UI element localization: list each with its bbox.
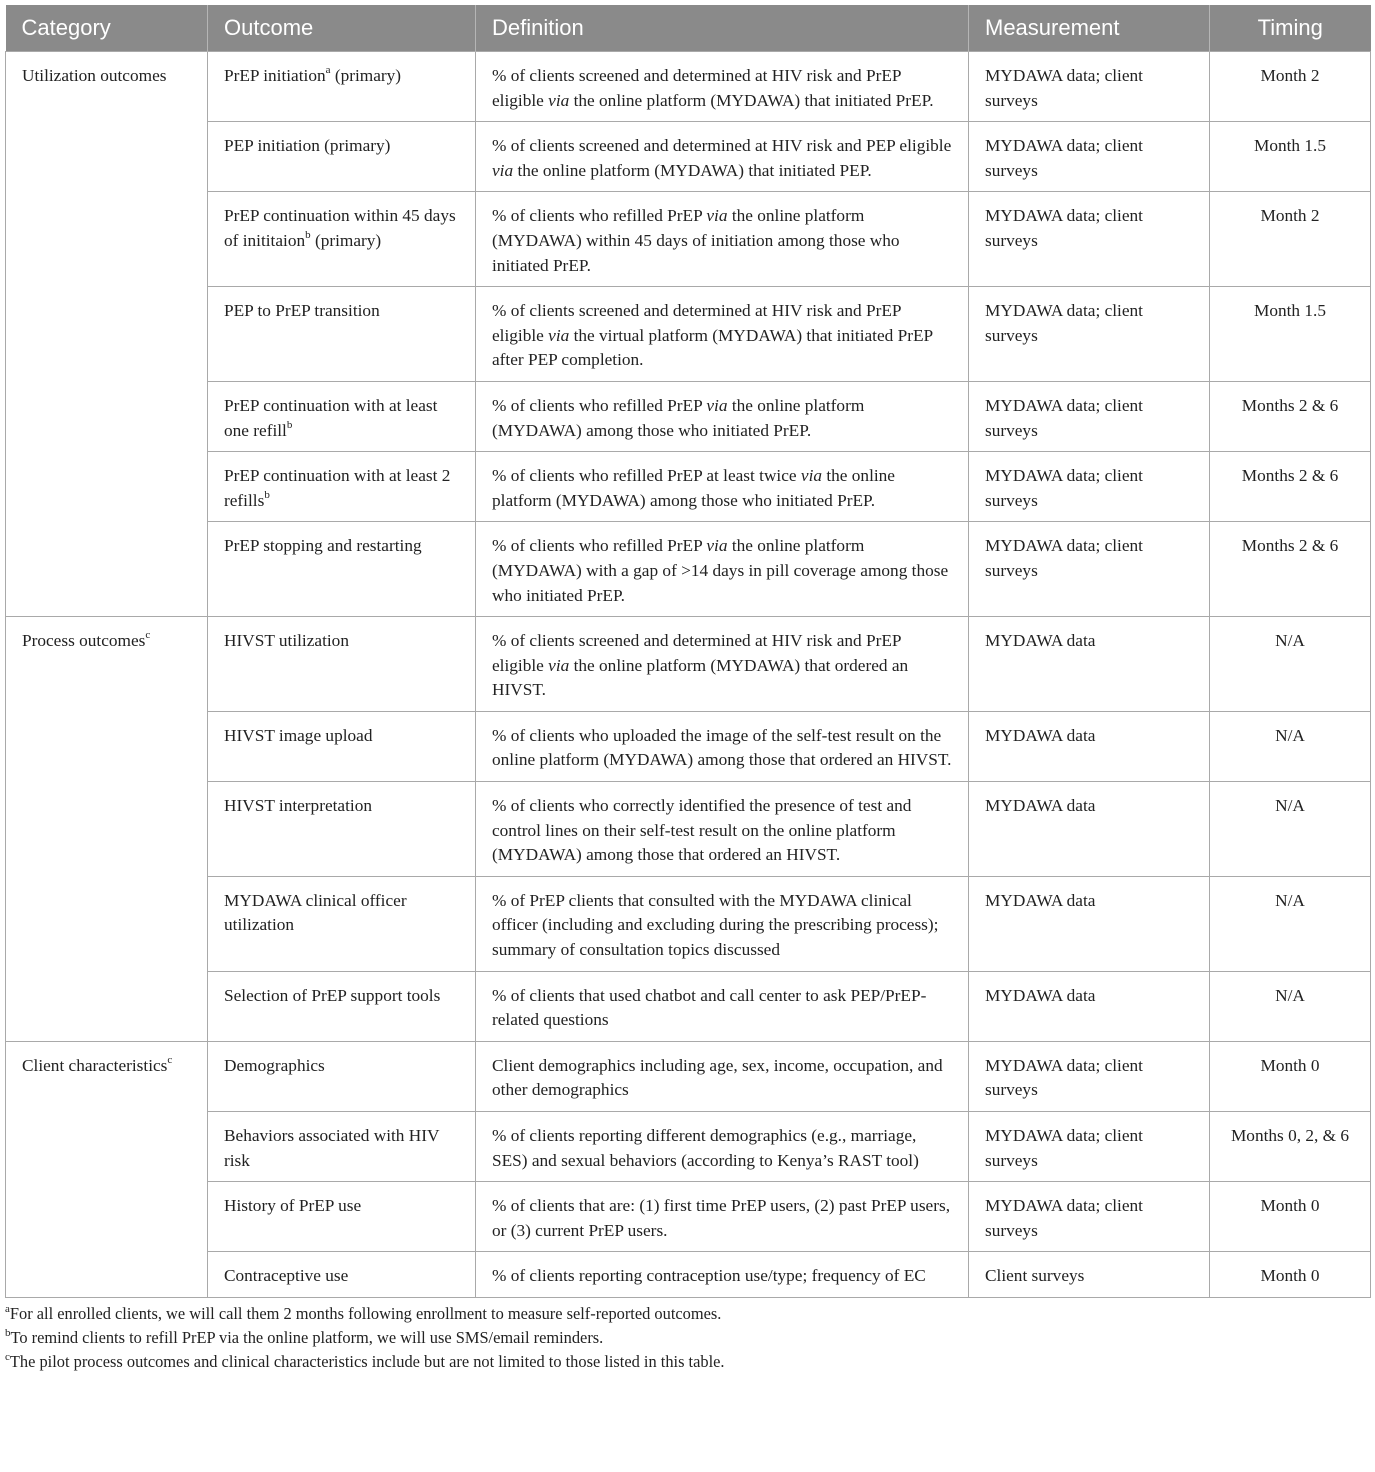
text-run: % of clients who refilled PrEP <box>492 395 707 415</box>
timing-cell: N/A <box>1210 971 1371 1041</box>
table-row <box>6 971 1371 1041</box>
outcomes-table-container <box>5 5 1370 1375</box>
footnote-text: For all enrolled clients, we will call them 2 months following enrollment to measure self-reported outcomes. <box>9 1303 722 1323</box>
text-run: Contraceptive use <box>224 1266 349 1286</box>
text-run: the online platform (MYDAWA) among those who initiated PrEP. <box>492 395 865 440</box>
table-row <box>6 1252 1371 1298</box>
text-run: HIVST interpretation <box>224 796 372 816</box>
outcome-cell <box>208 287 476 382</box>
table-row <box>6 617 1371 712</box>
table-row <box>6 876 1371 971</box>
italic-text: via <box>706 395 728 415</box>
outcome-cell <box>208 192 476 287</box>
timing-cell: Month 0 <box>1210 1182 1371 1252</box>
footnote-mark: b <box>286 418 293 431</box>
measurement-cell: MYDAWA data; client surveys <box>969 122 1210 192</box>
text-run: Selection of PrEP support tools <box>224 985 441 1005</box>
header-row <box>6 5 1371 52</box>
measurement-cell: MYDAWA data; client surveys <box>969 452 1210 522</box>
definition-cell <box>476 711 969 781</box>
measurement-cell: MYDAWA data; client surveys <box>969 287 1210 382</box>
outcome-cell <box>208 1041 476 1111</box>
italic-text: via <box>548 325 570 345</box>
text-run: PrEP continuation with at least 2 refills <box>224 466 451 510</box>
footnote-mark: c <box>145 629 151 642</box>
text-run: the online platform (MYDAWA) that initiated PrEP. <box>569 90 934 110</box>
timing-cell: Month 1.5 <box>1210 287 1371 382</box>
outcome-cell <box>208 617 476 712</box>
timing-cell: Month 0 <box>1210 1252 1371 1298</box>
footnote-mark: b <box>305 229 311 242</box>
timing-cell: N/A <box>1210 617 1371 712</box>
definition-cell <box>476 1182 969 1252</box>
text-run: HIVST utilization <box>224 631 349 651</box>
table-row <box>6 52 1371 122</box>
measurement-cell: MYDAWA data <box>969 876 1210 971</box>
definition-cell <box>476 52 969 122</box>
timing-cell: N/A <box>1210 876 1371 971</box>
outcome-cell <box>208 52 476 122</box>
measurement-cell: MYDAWA data <box>969 782 1210 877</box>
category-cell <box>6 617 208 1042</box>
text-run: the online platform (MYDAWA) with a gap of >14 days in pill coverage among those who initiated PrEP. <box>492 536 949 605</box>
table-row <box>6 452 1371 522</box>
table-row <box>6 381 1371 451</box>
definition-cell <box>476 122 969 192</box>
category-cell <box>6 1041 208 1297</box>
text-run: % of clients that used chatbot and call center to ask PEP/PrEP-related questions <box>492 985 927 1030</box>
footnote-mark: b <box>264 488 270 501</box>
definition-cell <box>476 522 969 617</box>
text-run: PrEP continuation within 45 days of inititaion <box>224 206 456 250</box>
footnote-mark: b <box>5 1326 11 1339</box>
timing-cell: Month 0 <box>1210 1041 1371 1111</box>
category-label: Utilization outcomes <box>22 66 167 85</box>
footnote-line <box>5 1326 1370 1350</box>
table-header <box>6 5 1371 52</box>
timing-cell: Months 2 & 6 <box>1210 381 1371 451</box>
outcome-cell <box>208 1112 476 1182</box>
measurement-cell: MYDAWA data; client surveys <box>969 192 1210 287</box>
outcome-cell <box>208 381 476 451</box>
text-run: % of clients screened and determined at HIV risk and PrEP eligible <box>492 631 901 675</box>
timing-cell: Months 0, 2, & 6 <box>1210 1112 1371 1182</box>
text-run: History of PrEP use <box>224 1196 362 1216</box>
outcome-cell <box>208 122 476 192</box>
definition-cell <box>476 452 969 522</box>
outcome-cell <box>208 971 476 1041</box>
text-run: Demographics <box>224 1055 325 1075</box>
definition-cell <box>476 971 969 1041</box>
table-row <box>6 782 1371 877</box>
text-run: the online platform (MYDAWA) within 45 days of initiation among those who initiated PrEP. <box>492 206 900 275</box>
definition-cell <box>476 1252 969 1298</box>
text-run: Client demographics including age, sex, income, occupation, and other demographics <box>492 1055 943 1100</box>
definition-cell <box>476 192 969 287</box>
timing-cell: Months 2 & 6 <box>1210 522 1371 617</box>
measurement-cell: MYDAWA data <box>969 711 1210 781</box>
text-run: % of clients who correctly identified the presence of test and control lines on their self-test result on the online platform (MYDAWA) among those that ordered an HIVST. <box>492 796 912 865</box>
measurement-cell: MYDAWA data; client surveys <box>969 52 1210 122</box>
text-run: % of clients who refilled PrEP <box>492 206 707 226</box>
footnote-mark: c <box>167 1054 173 1067</box>
text-run: % of PrEP clients that consulted with the MYDAWA clinical officer (including and excluding during the prescribing process); summary of consultation topics discussed <box>492 890 939 960</box>
text-run: % of clients screened and determined at HIV risk and PrEP eligible <box>492 66 901 110</box>
timing-cell: Month 2 <box>1210 52 1371 122</box>
footnotes <box>5 1298 1370 1375</box>
text-run: PrEP stopping and restarting <box>224 536 422 556</box>
outcome-cell <box>208 452 476 522</box>
definition-cell <box>476 287 969 382</box>
italic-text: via <box>706 536 728 556</box>
text-run: (primary) <box>330 66 402 85</box>
outcome-cell <box>208 782 476 877</box>
italic-text: via <box>706 206 728 226</box>
table-row <box>6 1112 1371 1182</box>
text-run: the online platform (MYDAWA) that ordered an HIVST. <box>492 655 909 700</box>
table-row <box>6 522 1371 617</box>
text-run: PEP initiation (primary) <box>224 136 391 156</box>
text-run: % of clients reporting contraception use/type; frequency of EC <box>492 1266 926 1286</box>
measurement-cell: MYDAWA data; client surveys <box>969 381 1210 451</box>
definition-cell <box>476 617 969 712</box>
text-run: PrEP continuation with at least one refill <box>224 395 438 440</box>
italic-text: via <box>548 90 570 110</box>
text-run: Behaviors associated with HIV risk <box>224 1126 440 1170</box>
outcome-cell <box>208 1182 476 1252</box>
timing-cell: Month 1.5 <box>1210 122 1371 192</box>
text-run: % of clients who uploaded the image of the self-test result on the online platform (MYDAWA) among those that ordered an HIVST. <box>492 725 952 770</box>
footnote-line <box>5 1350 1370 1374</box>
text-run: HIVST image upload <box>224 725 373 745</box>
header-timing: Timing <box>1210 5 1371 52</box>
header-measurement: Measurement <box>969 5 1210 52</box>
italic-text: via <box>800 466 823 486</box>
measurement-cell: Client surveys <box>969 1252 1210 1298</box>
timing-cell: N/A <box>1210 711 1371 781</box>
measurement-cell: MYDAWA data <box>969 971 1210 1041</box>
italic-text: via <box>492 160 514 180</box>
text-run: % of clients reporting different demographics (e.g., marriage, SES) and sexual behaviors (according to Kenya’s RAST tool) <box>492 1126 919 1170</box>
table-row <box>6 287 1371 382</box>
definition-cell <box>476 782 969 877</box>
text-run: % of clients screened and determined at HIV risk and PEP eligible <box>492 136 952 156</box>
header-outcome: Outcome <box>208 5 476 52</box>
table-row <box>6 1182 1371 1252</box>
text-run: the online platform (MYDAWA) among those who initiated PrEP. <box>492 466 895 510</box>
outcome-cell <box>208 1252 476 1298</box>
footnote-line <box>5 1302 1370 1326</box>
timing-cell: Month 2 <box>1210 192 1371 287</box>
header-category: Category <box>6 5 208 52</box>
outcome-cell <box>208 876 476 971</box>
measurement-cell: MYDAWA data <box>969 617 1210 712</box>
text-run: PrEP initiation <box>224 66 326 85</box>
text-run: % of clients that are: (1) first time PrEP users, (2) past PrEP users, or (3) current PrEP users. <box>492 1196 951 1240</box>
footnote-mark: a <box>5 1302 10 1315</box>
category-label: Process outcomes <box>22 631 146 651</box>
text-run: the virtual platform (MYDAWA) that initiated PrEP after PEP completion. <box>492 325 933 370</box>
footnote-mark: a <box>325 64 331 77</box>
category-cell <box>6 52 208 617</box>
definition-cell <box>476 1041 969 1111</box>
italic-text: via <box>548 655 570 675</box>
measurement-cell: MYDAWA data; client surveys <box>969 1112 1210 1182</box>
table-body <box>6 52 1371 1298</box>
text-run: MYDAWA clinical officer utilization <box>224 890 407 935</box>
definition-cell <box>476 1112 969 1182</box>
table-row <box>6 122 1371 192</box>
measurement-cell: MYDAWA data; client surveys <box>969 1041 1210 1111</box>
timing-cell: N/A <box>1210 782 1371 877</box>
text-run: PEP to PrEP transition <box>224 301 380 321</box>
outcomes-table <box>5 5 1371 1298</box>
table-row <box>6 192 1371 287</box>
outcome-cell <box>208 522 476 617</box>
text-run: % of clients screened and determined at HIV risk and PrEP eligible <box>492 301 901 345</box>
footnote-text: The pilot process outcomes and clinical characteristics include but are not limited to those listed in this table. <box>9 1352 725 1372</box>
footnote-mark: c <box>5 1350 10 1363</box>
text-run: % of clients who refilled PrEP at least twice <box>492 466 801 486</box>
text-run: the online platform (MYDAWA) that initiated PEP. <box>513 160 872 180</box>
definition-cell <box>476 381 969 451</box>
outcome-cell <box>208 711 476 781</box>
table-row <box>6 711 1371 781</box>
timing-cell: Months 2 & 6 <box>1210 452 1371 522</box>
category-label: Client characteristics <box>22 1055 168 1075</box>
measurement-cell: MYDAWA data; client surveys <box>969 1182 1210 1252</box>
definition-cell <box>476 876 969 971</box>
header-definition: Definition <box>476 5 969 52</box>
table-row <box>6 1041 1371 1111</box>
measurement-cell: MYDAWA data; client surveys <box>969 522 1210 617</box>
text-run: % of clients who refilled PrEP <box>492 536 707 556</box>
footnote-text: To remind clients to refill PrEP via the online platform, we will use SMS/email reminders. <box>10 1328 604 1348</box>
text-run: (primary) <box>310 230 382 250</box>
